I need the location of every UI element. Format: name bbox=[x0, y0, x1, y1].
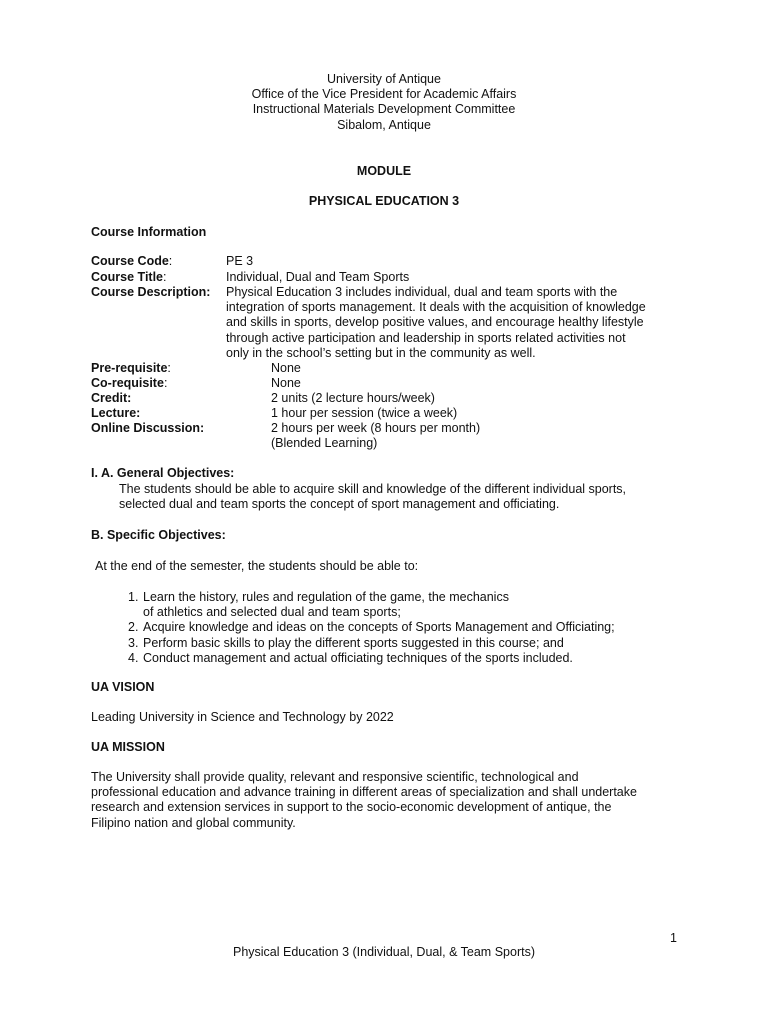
lecture-value: 1 hour per session (twice a week) bbox=[271, 406, 458, 420]
course-code-value: PE 3 bbox=[226, 254, 254, 268]
item-number: 4. bbox=[128, 650, 139, 665]
module-label: MODULE bbox=[356, 164, 412, 178]
online-discussion-row-2 bbox=[91, 436, 691, 451]
item-number: 3. bbox=[128, 635, 139, 650]
module-title: PHYSICAL EDUCATION 3 bbox=[308, 194, 460, 208]
online-discussion-value: 2 hours per week (8 hours per month) bbox=[271, 421, 481, 435]
description-line: Physical Education 3 includes individual, dual and team sports with the bbox=[226, 285, 618, 299]
list-item bbox=[128, 620, 615, 635]
item-text: Conduct management and actual officiating techniques of the sports included. bbox=[143, 650, 573, 665]
item-text: Perform basic skills to play the different sports suggested in this course; and bbox=[143, 635, 564, 650]
objective-line: selected dual and team sports the concept of sport management and officiating. bbox=[119, 497, 560, 512]
online-discussion-row bbox=[91, 421, 691, 436]
corequisite-value: None bbox=[271, 376, 301, 390]
description-line: through active participation and leadership in sports related activities not bbox=[226, 330, 626, 345]
committee-name: Instructional Materials Development Committee bbox=[252, 102, 516, 117]
course-description-label: Course Description: bbox=[91, 285, 211, 299]
mission-line: professional education and advance training in different areas of specialization and shall undertake bbox=[91, 785, 637, 800]
vision-heading: UA VISION bbox=[91, 680, 155, 694]
item-text: Acquire knowledge and ideas on the concepts of Sports Management and Officiating; bbox=[143, 620, 615, 635]
item-text: Learn the history, rules and regulation of the game, the mechanics bbox=[143, 590, 509, 604]
list-item bbox=[128, 590, 600, 620]
course-title-row: Course Title: Individual, Dual and Team Sports bbox=[91, 270, 410, 284]
course-code-label: Course Code bbox=[91, 254, 169, 268]
corequisite-label: Co-requisite bbox=[91, 376, 164, 390]
course-code-row: Course Code: PE 3 bbox=[91, 254, 254, 268]
credit-row bbox=[91, 391, 691, 406]
course-description-text bbox=[226, 285, 646, 361]
credit-value: 2 units (2 lecture hours/week) bbox=[271, 391, 435, 405]
specific-objectives-intro: At the end of the semester, the students should be able to: bbox=[95, 559, 419, 573]
general-objectives-text bbox=[119, 482, 626, 512]
page-number: 1 bbox=[670, 931, 677, 945]
institution-header bbox=[0, 72, 768, 133]
online-discussion-note: (Blended Learning) bbox=[271, 436, 378, 450]
course-info-heading: Course Information bbox=[91, 225, 207, 239]
vision-text: Leading University in Science and Technology by 2022 bbox=[91, 710, 394, 724]
footer-text: Physical Education 3 (Individual, Dual, & Team Sports) bbox=[232, 945, 535, 959]
specific-objectives-heading: B. Specific Objectives: bbox=[91, 528, 226, 542]
mission-line: research and extension services in support to the socio-economic development of antique, the bbox=[91, 800, 612, 815]
course-title-value: Individual, Dual and Team Sports bbox=[226, 270, 410, 284]
description-line: and skills in sports, develop positive values, and encourage healthy lifestyle bbox=[226, 315, 644, 330]
item-text: of athletics and selected dual and team sports; bbox=[143, 605, 401, 620]
prerequisite-row: Pre-requisite: None bbox=[91, 361, 301, 375]
item-number: 2. bbox=[128, 620, 139, 635]
general-objectives-heading: I. A. General Objectives: bbox=[91, 466, 235, 480]
list-item bbox=[128, 636, 600, 651]
online-discussion-label: Online Discussion: bbox=[91, 421, 205, 435]
prerequisite-value: None bbox=[271, 361, 301, 375]
mission-heading: UA MISSION bbox=[91, 740, 165, 754]
lecture-label: Lecture: bbox=[91, 406, 141, 420]
location: Sibalom, Antique bbox=[337, 117, 431, 132]
list-item bbox=[128, 651, 600, 666]
item-number: 1. bbox=[128, 590, 139, 604]
description-line: only in the school’s setting but in the community as well. bbox=[226, 345, 536, 360]
specific-objectives-list bbox=[128, 590, 615, 666]
prerequisite-label: Pre-requisite bbox=[91, 361, 168, 375]
objective-line: The students should be able to acquire skill and knowledge of the different individual sports, bbox=[119, 482, 627, 496]
corequisite-row: Co-requisite: None bbox=[91, 376, 301, 390]
office-name: Office of the Vice President for Academic Affairs bbox=[251, 87, 517, 102]
mission-text bbox=[91, 770, 637, 831]
mission-line: Filipino nation and global community. bbox=[91, 815, 296, 830]
description-line: integration of sports management. It deals with the acquisition of knowledge bbox=[226, 300, 646, 315]
university-name: University of Antique bbox=[327, 72, 441, 86]
credit-label: Credit: bbox=[91, 391, 132, 405]
course-title-label: Course Title bbox=[91, 270, 164, 284]
mission-line: The University shall provide quality, relevant and responsive scientific, technological and bbox=[91, 770, 579, 784]
lecture-row bbox=[91, 406, 691, 421]
